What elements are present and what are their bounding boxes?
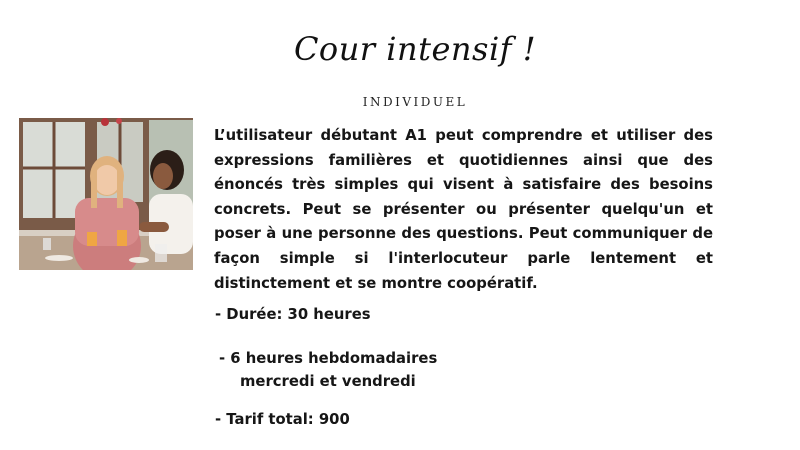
cafe-conversation-photo — [19, 118, 193, 270]
photo-illustration — [19, 118, 193, 270]
page-title: Cour intensif ! — [293, 30, 537, 68]
schedule-days-text: mercredi et vendredi — [240, 373, 416, 390]
page-subtitle: INDIVIDUEL — [362, 95, 468, 109]
price-text: - Tarif total: 900 — [215, 411, 350, 428]
course-description: L’utilisateur débutant A1 peut comprendre et utiliser des expressions familières et quotidiennes ainsi que des énoncés très simples qui visent à satisfaire des besoins concrets. Peut se présenter ou présenter quelqu'un et poser à une personne des questions. Peut communiquer de façon simple si l'interlocuteur parle lentement et distinctement et se montre coopératif. — [214, 127, 713, 292]
duration-text: - Durée: 30 heures — [215, 306, 371, 323]
weekly-hours-text: - 6 heures hebdomadaires — [219, 350, 438, 367]
